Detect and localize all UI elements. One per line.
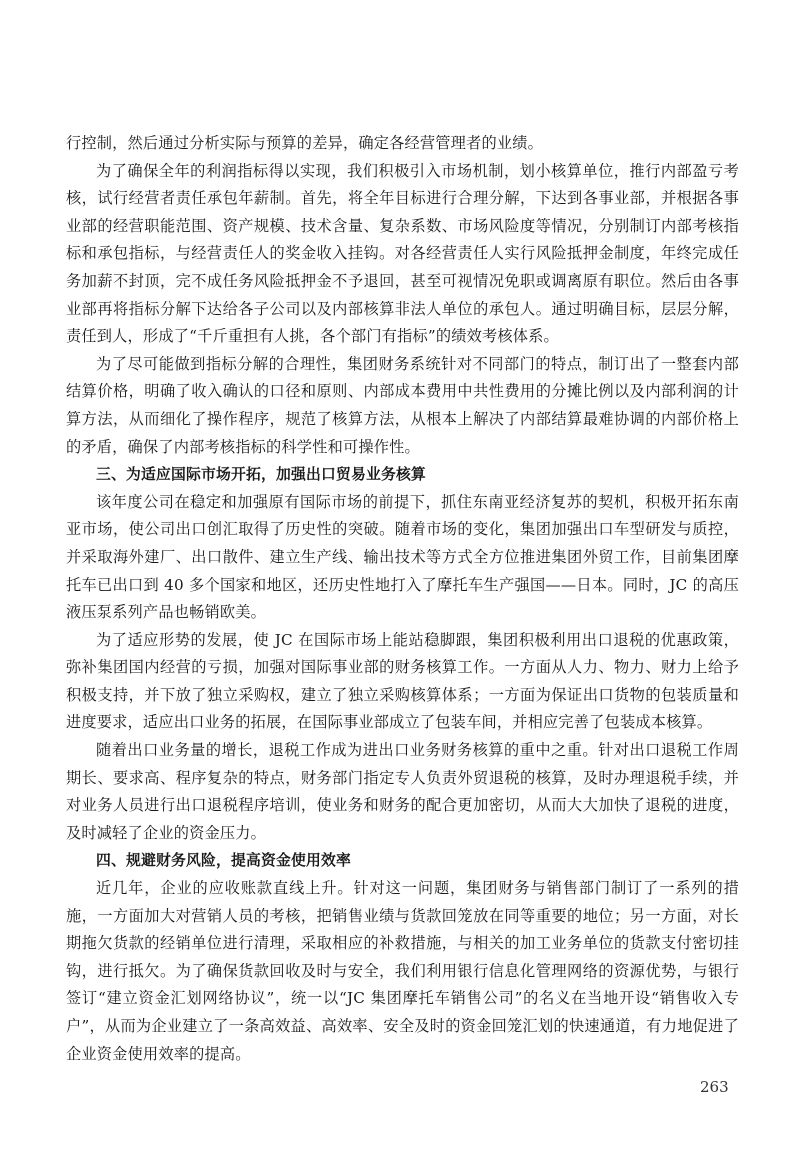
paragraph-continuation: 行控制，然后通过分析实际与预算的差异，确定各经营管理者的业绩。 (66, 134, 544, 152)
paragraph-receivables: 近几年，企业的应收账款直线上升。针对这一问题，集团财务与销售部门制订了一系列的措施，一方面加大对营销人员的考核，把销售业绩与货款回笼放在同等重要的地位；另一方面，对长期拖欠货款的经销单位进行清理，采取相应的补救措施，与相关的加工业务单位的货款支付密切挂钩，进行抵欠。为了确保货款回收及时与安全，我们利用银行信息化管理网络的资源优势，与银行签订“建立资金汇划网络协议”，统一以“JC 集团摩托车销售公司”的名义在当地开设“销售收入专户”，从而为企业建立了一条高效益、高效率、安全及时的资金回笼汇划的快速通道，有力地促进了企业资金使用效率的提高。 (66, 879, 739, 1063)
paragraph-rebate-work: 随着出口业务量的增长，退税工作成为进出口业务财务核算的重中之重。针对出口退税工作周期长、要求高、程序复杂的特点，财务部门指定专人负责外贸退税的核算，及时办理退税手续，并对业务人员进行出口退税程序培训，使业务和财务的配合更加密切，从而大大加快了退税的进度，及时减轻了企业的资金压力。 (66, 741, 739, 842)
section-heading-export: 三、为适应国际市场开拓，加强出口贸易业务核算 (96, 466, 426, 484)
page-number: 263 (700, 1078, 729, 1096)
paragraph-profit-targets: 为了确保全年的利润指标得以实现，我们积极引入市场机制，划小核算单位，推行内部盈亏考核，试行经营者责任承包年薪制。首先，将全年目标进行合理分解，下达到各事业部，并根据各事业部的经营职能范围、资产规模、技术含量、复杂系数、市场风险度等情况，分别制订内部考核指标和承包指标，与经营责任人的奖金收入挂钩。对各经营责任人实行风险抵押金制度，年终完成任务加薪不封顶，完不成任务风险抵押金不予退回，甚至可视情况免职或调离原有职位。然后由各事业部再将指标分解下达给各子公司以及内部核算非法人单位的承包人。通过明确目标，层层分解，责任到人，形成了“千斤重担有人挑，各个部门有指标”的绩效考核体系。 (66, 161, 739, 346)
section-heading-financial-risk: 四、规避财务风险，提高资金使用效率 (96, 852, 351, 870)
paragraph-internal-pricing: 为了尽可能做到指标分解的合理性，集团财务系统针对不同部门的特点，制订出了一整套内部结算价格，明确了收入确认的口径和原则、内部成本费用中共性费用的分摊比例以及内部利润的计算方法，从而细化了操作程序，规范了核算方法，从根本上解决了内部结算最难协调的内部价格上的矛盾，确保了内部考核指标的科学性和可操作性。 (66, 354, 739, 456)
paragraph-southeast-asia: 该年度公司在稳定和加强原有国际市场的前提下，抓住东南亚经济复苏的契机，积极开拓东南亚市场，使公司出口创汇取得了历史性的突破。随着市场的变化，集团加强出口车型研发与质控，并采取海外建厂、出口散件、建立生产线、输出技术等方式全方位推进集团外贸工作，目前集团摩托车已出口到 40 多个国家和地区，还历史性地打入了摩托车生产强国——日本。同时，JC 的高压液压泵系列产品也畅销欧美。 (66, 492, 739, 622)
paragraph-export-tax-rebate: 为了适应形势的发展，使 JC 在国际市场上能站稳脚跟，集团积极利用出口退税的优惠政策，弥补集团国内经营的亏损，加强对国际事业部的财务核算工作。一方面从人力、物力、财力上给予积极支持，并下放了独立采购权，建立了独立采购核算体系；一方面为保证出口货物的包装质量和进度要求，适应出口业务的拓展，在国际事业部成立了包装车间，并相应完善了包装成本核算。 (66, 630, 739, 732)
document-body (66, 130, 739, 1068)
